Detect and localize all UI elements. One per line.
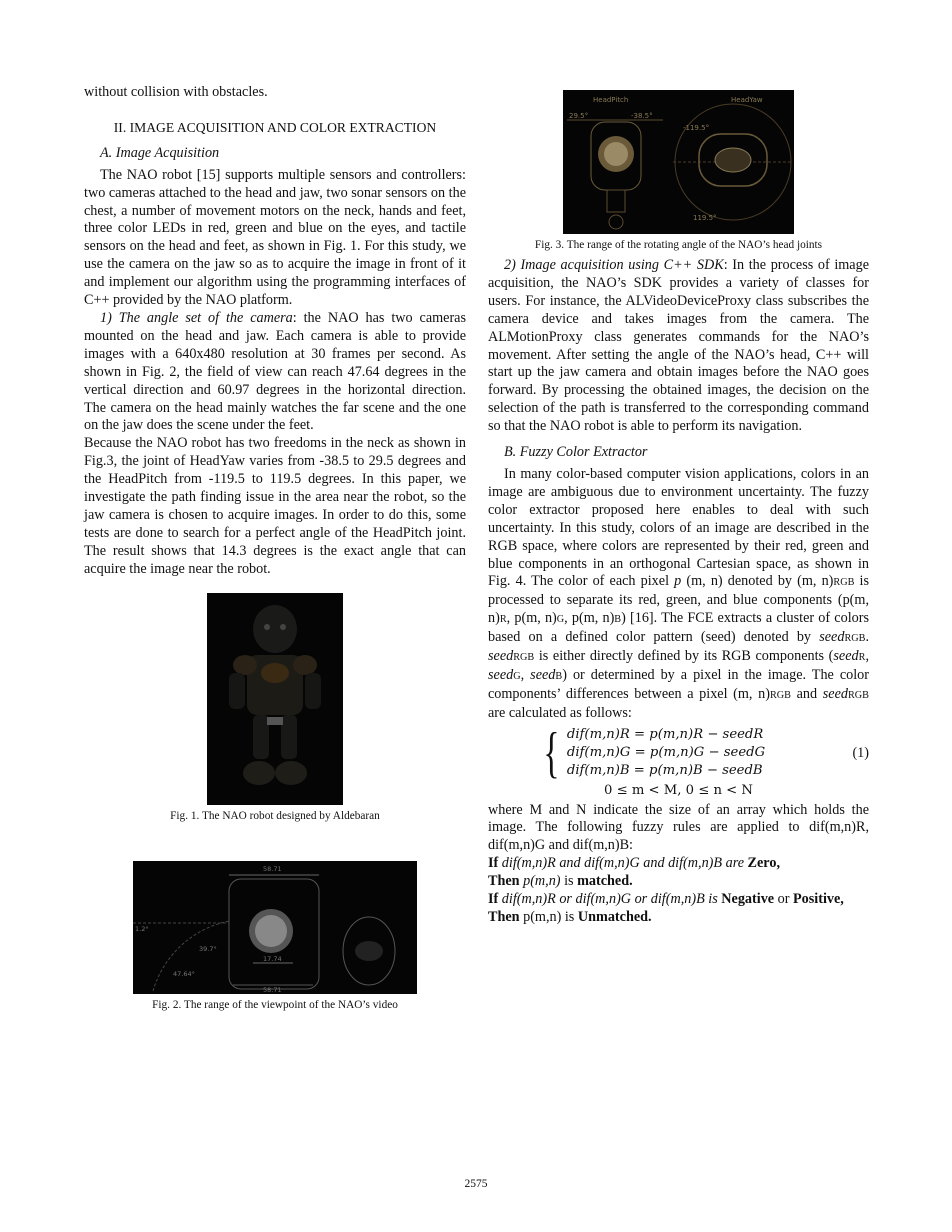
subsection-a-heading: A. Image Acquisition <box>100 144 220 161</box>
paragraph-nao-sensors: The NAO robot [15] supports multiple sensors and controllers: two cameras attached to the head and jaw, two sonar sensors on the chest, a number of movement motors on the neck, hands and feet, three color LEDs in red, green and blue on the eyes, and tactile sensors on the head and feet, as shown in Fig. 1. For this study, we use the camera on the jaw so as to acquire the image in front of it and implement our algorithm using the programming interfaces of C++ provided by the NAO platform. <box>84 166 466 309</box>
paragraph-camera-angle <box>84 310 466 435</box>
equation-line-r: dif(m,n)R = p(m,n)R − seedR <box>566 726 764 742</box>
rule1-p: p(m,n) <box>523 873 561 890</box>
subsection-b-heading: B. Fuzzy Color Extractor <box>504 444 648 461</box>
rule2-if: If <box>488 891 499 908</box>
paragraph-cpp-sdk-title: 2) Image acquisition using C++ SDK <box>504 257 724 273</box>
fig3-label-headpitch: HeadPitch <box>593 96 629 104</box>
equation-lines <box>567 726 765 780</box>
paragraph-cpp-sdk-body: : In the process of image acquisition, the NAO’s SDK provides a variety of classes for users. For instance, the ALVideoDeviceProxy class subscribes the camera device and takes images from the camera. The ALMotionProxy class generates commands for the NAO’s movement. After setting the angle of the NAO’s head, C++ will start up the jaw camera and obtain images before the NAO goes forward. By processing the obtained images, the decision on the selection of the path is transferred to the corresponding command so that the NAO robot is able to perform its navigation. <box>488 257 869 435</box>
figure-3-head-joints <box>563 90 794 234</box>
rule1-zero: Zero, <box>747 855 780 872</box>
fce-seed-sub-r: R <box>858 652 866 664</box>
continuation-text: without collision with obstacles. <box>84 84 268 100</box>
rule2-then: Then <box>488 909 520 925</box>
paragraph-after-equation: where M and N indicate the size of an array which holds the image. The following fuzzy rules are applied to dif(m,n)R, dif(m,n)G and dif(m,n)B: <box>488 801 869 854</box>
rule2-p: p(m,n) is <box>523 909 575 925</box>
rule1-condition: dif(m,n)R and dif(m,n)G and dif(m,n)B are <box>501 855 744 872</box>
fce-text-9: are calculated as follows: <box>488 704 632 721</box>
fig2-label-mid: 17.74 <box>263 954 282 963</box>
equation-condition: 0 ≤ m < M, 0 ≤ n < N <box>604 782 753 798</box>
fce-seed-b: seed <box>530 666 556 683</box>
fig3-label-a2: -38.5° <box>631 112 653 120</box>
fce-text-5: ) [16]. The FCE extracts a cluster of colors based on a defined color pattern (seed) denoted by <box>488 610 869 646</box>
rule2-or: or <box>777 891 790 908</box>
fig3-label-a3: -119.5° <box>683 124 710 132</box>
fce-seed-2: seed <box>488 648 514 665</box>
fce-seed-r: seed <box>833 648 859 665</box>
figure-3-caption: Fig. 3. The range of the rotating angle of the NAO’s head joints <box>534 239 823 251</box>
fce-text-3: is processed to separate its red, green, and blue components (p(m, n) <box>488 573 869 627</box>
fce-text-2: (m, n) denoted by (m, n) <box>686 573 834 590</box>
fuzzy-rule-1 <box>488 855 869 891</box>
fig3-label-headyaw: HeadYaw <box>731 96 763 104</box>
rule2-negative: Negative <box>721 891 775 908</box>
rule1-result: matched. <box>577 873 633 890</box>
fig2-label-left: 39.7° <box>199 944 217 953</box>
figure-1-nao-robot <box>207 593 343 805</box>
fig2-label-side: 1.2° <box>135 924 149 933</box>
equation-line-b: dif(m,n)B = p(m,n)B − seedB <box>566 762 763 778</box>
rule2-positive: Positive, <box>793 891 844 908</box>
fce-seed-sub-2: RGB <box>513 652 535 664</box>
fce-sub-r: R <box>499 614 507 626</box>
page-number: 2575 <box>464 1178 488 1190</box>
fig3-label-a1: 29.5° <box>569 112 589 120</box>
fce-text-7: ) or determined by a pixel in the image. The color components’ differences between a pixel (m, n) <box>488 666 870 702</box>
fce-seed-3: seed <box>822 685 848 702</box>
fce-text-4b: , p(m, n) <box>564 610 615 627</box>
fce-text-6: is either directly defined by its RGB components ( <box>534 648 834 665</box>
fce-seed-1: seed <box>819 629 845 646</box>
fuzzy-rule-2 <box>488 891 869 927</box>
paragraph-camera-angle-title: 1) The angle set of the camera <box>100 309 293 326</box>
fce-sub-rgb: RGB <box>833 577 855 589</box>
fce-sub-rgb-2: RGB <box>769 689 791 701</box>
fig2-label-top: 58.71 <box>263 864 282 873</box>
equation-number: (1) <box>852 744 869 761</box>
head-joints-diagram <box>563 90 794 234</box>
equation-line-g: dif(m,n)G = p(m,n)G − seedG <box>566 744 766 760</box>
viewpoint-diagram <box>133 861 417 994</box>
rule2-condition: dif(m,n)R or dif(m,n)G or dif(m,n)B is <box>501 891 718 908</box>
paragraph-camera-angle-body: : the NAO has two cameras mounted on the head and jaw. Each camera is able to provide images with a 640x480 resolution at 30 frames per second. As shown in Fig. 2, the field of view can reach 47.64 degrees in the vertical direction and 60.97 degrees in the horizontal direction. The camera on the head mainly watches the far scene and the one on the jaw does the scene under the feet. <box>84 309 466 434</box>
section-heading: II. IMAGE ACQUISITION AND COLOR EXTRACTION <box>113 119 437 135</box>
figure-2-viewpoint <box>133 861 417 994</box>
equation-brace: { <box>543 721 560 784</box>
fig2-label-bottom: 58.71 <box>263 985 282 994</box>
fce-text-1: In many color-based computer vision applications, colors in an image are ambiguous due to environment uncertainty. The fuzzy color extractor proposed here enables to deal with such uncertainty. In this study, colors of an image are described in the RGB space, where colors are represented by their red, green and blue components in an orthogonal Cartesian space, as shown in Fig. 4. The color of each pixel <box>488 465 869 590</box>
fce-sub-g: G <box>556 614 565 626</box>
right-column <box>488 84 869 927</box>
equation-1 <box>538 721 869 784</box>
nao-robot-image <box>207 593 343 805</box>
fce-sub-b: B <box>614 614 622 626</box>
rule1-then: Then <box>488 873 520 890</box>
rule2-result: Unmatched. <box>577 909 652 925</box>
fig2-label-angle: 47.64° <box>173 969 195 978</box>
fce-seed-sub-b: B <box>555 670 563 682</box>
fce-pixel-p: p <box>674 573 682 590</box>
fce-text-8: and <box>790 685 818 702</box>
fce-seed-sub-g: G <box>513 670 521 682</box>
paragraph-head-joints: Because the NAO robot has two freedoms in the neck as shown in Fig.3, the joint of HeadYaw varies from -38.5 to 29.5 degrees and the HeadPitch from -119.5 to 119.5 degrees. In this paper, we investigate the path finding issue in the area near the robot, so the jaw camera is chosen to acquire images. In order to do this, some tests are done to search for a perfect angle of the HeadPitch joint. The result shows that 14.3 degrees is the exact angle that can acquire the image near the robot. <box>84 435 466 577</box>
left-column <box>84 84 466 1012</box>
fig3-label-a4: 119.5° <box>693 214 717 222</box>
fce-seed-sub-1: RGB <box>844 633 866 645</box>
fce-seed-sub-3: RGB <box>847 689 869 701</box>
paragraph-fuzzy-color: In many color-based computer vision applications, colors in an image are ambiguous due to environment uncertainty. The fuzzy color extractor proposed here enables to deal with such uncertainty. In this study, colors of an image are described in the RGB space, where colors are represented by their red, green and blue components in an orthogonal Cartesian space, as shown in Fig. 4. The color of each pixel p (m, n) denoted by (m, n)RGB is processed to separate its red, green, and blue components (p(m, n)R, p(m, n)G, p(m, n)B) [16]. The FCE extracts a cluster of colors based on a defined color pattern (seed) denoted by seedRGB. seedRGB is either directly defined by its RGB components (seedR, seedG, seedB) or determined by a pixel in the image. The color components’ differences between a pixel (m, n)RGB and seedRGB are calculated as follows: <box>488 465 870 721</box>
rule1-if: If <box>488 855 499 872</box>
paragraph-cpp-sdk <box>488 257 869 436</box>
figure-2-caption: Fig. 2. The range of the viewpoint of the NAO’s video <box>152 998 398 1011</box>
rule1-is: is <box>564 873 574 890</box>
fce-seed-g: seed <box>488 666 514 683</box>
fce-text-4a: , p(m, n) <box>506 610 557 627</box>
figure-1-caption: Fig. 1. The NAO robot designed by Aldebaran <box>170 809 380 822</box>
